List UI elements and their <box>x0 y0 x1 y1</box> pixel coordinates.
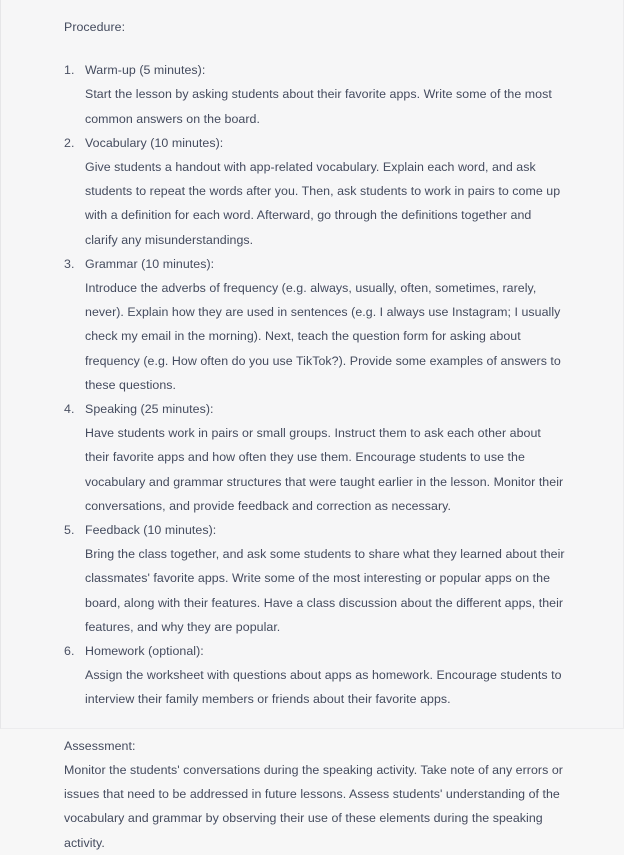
list-item <box>64 397 567 518</box>
lesson-plan-document <box>64 14 567 855</box>
step-title: Homework (optional): <box>85 644 204 659</box>
assessment-section <box>64 734 567 855</box>
step-title: Grammar (10 minutes): <box>85 256 215 271</box>
step-body: Have students work in pairs or small groups. Instruct them to ask each other about their favorite apps and how often they use them. Encourage students to use the vocabulary and grammar structures that were taught earlier in the lesson. Monitor their conversations, and provide feedback and correction as necessary. <box>85 426 564 513</box>
step-body: Introduce the adverbs of frequency (e.g. always, usually, often, sometimes, rarely, never). Explain how they are used in sentences (e.g. I always use Instagram; I usually check my email in the morning). Next, teach the question form for asking about frequency (e.g. How often do you use TikTok?). Provide some examples of answers to these questions. <box>85 281 561 392</box>
assessment-heading: Assessment: <box>64 738 136 753</box>
list-item <box>64 518 567 639</box>
procedure-list <box>64 58 567 711</box>
step-body: Give students a handout with app-related vocabulary. Explain each word, and ask students to repeat the words after you. Then, ask students to work in pairs to come up with a definition for each word. Afterward, go through the definitions together and clarify any misunderstandings. <box>85 160 561 247</box>
list-item <box>64 252 567 397</box>
step-body: Bring the class together, and ask some students to share what they learned about their classmates' favorite apps. Write some of the most interesting or popular apps on the board, along with their features. Have a class discussion about the different apps, their features, and why they are popular. <box>85 547 565 634</box>
list-item <box>64 639 567 712</box>
step-title: Warm-up (5 minutes): <box>85 63 206 78</box>
step-body: Start the lesson by asking students about their favorite apps. Write some of the most common answers on the board. <box>85 87 552 126</box>
assessment-body: Monitor the students' conversations during the speaking activity. Take note of any errors or issues that need to be addressed in future lessons. Assess students' understanding of the vocabulary and grammar by observing their use of these elements during the speaking activity. <box>64 762 563 850</box>
step-body: Assign the worksheet with questions about apps as homework. Encourage students to interview their family members or friends about their favorite apps. <box>85 668 562 707</box>
step-title: Feedback (10 minutes): <box>85 523 217 538</box>
step-title: Vocabulary (10 minutes): <box>85 135 224 150</box>
procedure-heading: Procedure: <box>64 20 126 34</box>
list-item <box>64 131 567 252</box>
step-title: Speaking (25 minutes): <box>85 402 214 417</box>
list-item <box>64 58 567 131</box>
